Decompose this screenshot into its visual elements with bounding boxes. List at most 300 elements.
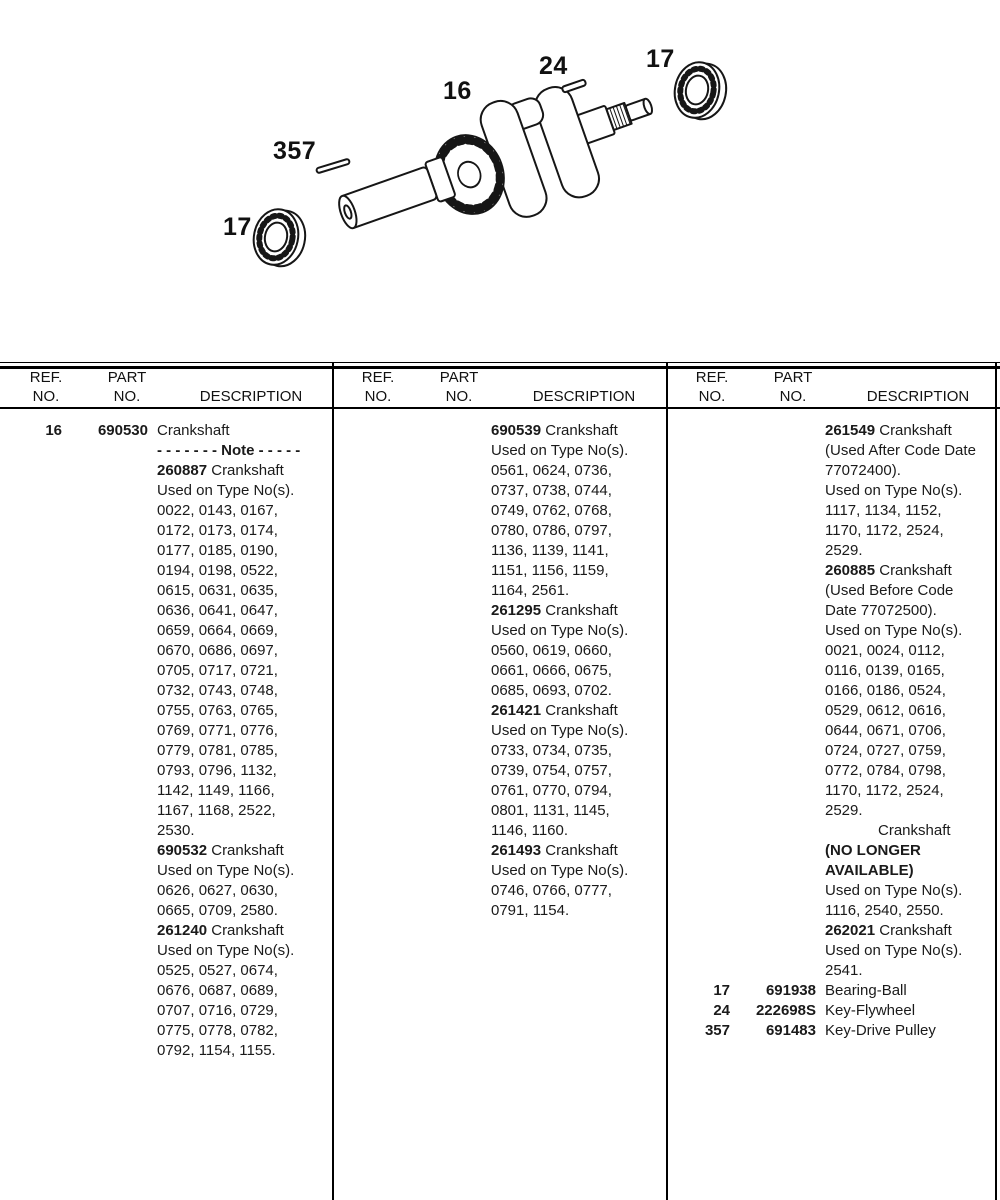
- description-cell: [482, 861, 667, 881]
- parts-column-2: [340, 421, 667, 921]
- header-col-3: [666, 368, 1000, 406]
- table-row: [340, 681, 667, 701]
- header-col-1: [0, 368, 332, 406]
- description-text: 1116, 2540, 2550.: [825, 902, 944, 919]
- description-cell: [148, 881, 333, 901]
- description-cell: [482, 841, 667, 861]
- table-row: [6, 961, 333, 981]
- parts-column-3: [674, 421, 1000, 1041]
- part-no-cell: [396, 501, 482, 521]
- part-no-cell: [396, 841, 482, 861]
- description-cell: [816, 601, 1000, 621]
- description-cell: [482, 801, 667, 821]
- description-text: 0626, 0627, 0630,: [157, 882, 278, 899]
- flywheel-key-drawing: [562, 79, 587, 92]
- ref-no-header: REF.: [695, 369, 729, 386]
- part-no-cell: [730, 761, 816, 781]
- description-text: 0116, 0139, 0165,: [825, 662, 945, 679]
- part-no-cell: [396, 601, 482, 621]
- description-text: 1117, 1134, 1152,: [825, 502, 942, 519]
- description-text: 0022, 0143, 0167,: [157, 502, 278, 519]
- ref-no-cell: [6, 641, 62, 661]
- ref-no-cell: [340, 421, 396, 441]
- description-text: 0755, 0763, 0765,: [157, 702, 278, 719]
- description-cell: [148, 841, 333, 861]
- part-no-cell: [62, 641, 148, 661]
- description-part-number: 262021: [825, 922, 876, 939]
- description-text: (Used After Code Date: [825, 442, 976, 459]
- table-row: [340, 821, 667, 841]
- description-text: 2529.: [825, 802, 863, 819]
- part-no-cell: [396, 901, 482, 921]
- description-text: 1167, 1168, 2522,: [157, 802, 276, 819]
- ref-no-header-line2: NO.: [698, 388, 726, 405]
- part-no-cell: [730, 641, 816, 661]
- table-row: [6, 481, 333, 501]
- ref-no-cell: [340, 781, 396, 801]
- ref-no-cell: [6, 741, 62, 761]
- ref-no-cell: [674, 821, 730, 841]
- part-no-cell: [730, 961, 816, 981]
- description-cell: [148, 761, 333, 781]
- ref-no-cell: [674, 521, 730, 541]
- description-cell: [816, 501, 1000, 521]
- ref-no-cell: [6, 481, 62, 501]
- table-row: [674, 541, 1000, 561]
- description-cell: [148, 581, 333, 601]
- description-text: 0779, 0781, 0785,: [157, 742, 278, 759]
- part-no-cell: [396, 881, 482, 901]
- ref-no-cell: [6, 541, 62, 561]
- table-row: [6, 861, 333, 881]
- description-cell: [816, 861, 1000, 881]
- description-text: 0793, 0796, 1132,: [157, 762, 277, 779]
- description-text: 0737, 0738, 0744,: [491, 482, 612, 499]
- description-text: 0791, 1154.: [491, 902, 570, 919]
- description-header: DESCRIPTION: [199, 388, 303, 405]
- table-header: [0, 368, 1000, 406]
- table-row: [340, 481, 667, 501]
- table-row: [340, 861, 667, 881]
- table-row: [6, 501, 333, 521]
- part-no-cell: [62, 781, 148, 801]
- description-cell: [148, 981, 333, 1001]
- table-row: [674, 821, 1000, 841]
- part-no-cell: [730, 721, 816, 741]
- description-text: Crankshaft: [207, 842, 284, 859]
- description-cell: [816, 901, 1000, 921]
- ref-no-cell: [674, 541, 730, 561]
- ref-no-cell: [6, 621, 62, 641]
- part-no-cell: [62, 921, 148, 941]
- callout-17-bottom: 17: [223, 213, 252, 241]
- description-text: Key-Flywheel: [825, 1002, 916, 1019]
- description-part-number: 690532: [157, 842, 208, 859]
- part-no-cell: [396, 741, 482, 761]
- description-text: Crankshaft: [541, 422, 618, 439]
- description-cell: [482, 781, 667, 801]
- description-text: 0769, 0771, 0776,: [157, 722, 278, 739]
- description-text: Used on Type No(s).: [491, 442, 629, 459]
- description-part-number: (NO LONGER: [825, 842, 921, 859]
- description-cell: [482, 481, 667, 501]
- table-row: [6, 841, 333, 861]
- part-no-cell: [730, 461, 816, 481]
- part-no-cell: [730, 581, 816, 601]
- description-text: 0792, 1154, 1155.: [157, 1042, 276, 1059]
- ref-no-cell: [340, 841, 396, 861]
- part-no-cell: [62, 661, 148, 681]
- table-row: [6, 821, 333, 841]
- ref-no-header: REF.: [29, 369, 63, 386]
- description-cell: [482, 741, 667, 761]
- table-row: [674, 901, 1000, 921]
- description-text: 0166, 0186, 0524,: [825, 682, 946, 699]
- description-cell: [148, 1021, 333, 1041]
- description-text: Bearing-Ball: [825, 982, 907, 999]
- table-row: [6, 1041, 333, 1061]
- ref-no-cell: [674, 701, 730, 721]
- table-row: [340, 701, 667, 721]
- description-text: Used on Type No(s).: [491, 722, 629, 739]
- part-no-cell: [62, 461, 148, 481]
- table-row: [6, 581, 333, 601]
- description-cell: [482, 821, 667, 841]
- table-row: [340, 621, 667, 641]
- description-cell: [816, 821, 1000, 841]
- table-row: [674, 881, 1000, 901]
- description-cell: [148, 901, 333, 921]
- ref-no-cell: [674, 941, 730, 961]
- header-bottom-rule: [0, 407, 1000, 409]
- part-no-header-line2: NO.: [445, 388, 473, 405]
- part-no-header-line2: NO.: [113, 388, 141, 405]
- description-text: Crankshaft: [541, 602, 618, 619]
- table-row: [6, 981, 333, 1001]
- description-cell: [482, 881, 667, 901]
- ref-no-cell: [674, 681, 730, 701]
- ref-no-cell: [6, 821, 62, 841]
- ref-no-cell: [674, 461, 730, 481]
- description-text: Used on Type No(s).: [825, 482, 963, 499]
- table-row: [674, 761, 1000, 781]
- description-cell: [148, 961, 333, 981]
- description-cell: [482, 541, 667, 561]
- description-text: 0670, 0686, 0697,: [157, 642, 278, 659]
- table-row: [340, 461, 667, 481]
- part-no-header: PART: [107, 369, 147, 386]
- description-text: 1146, 1160.: [491, 822, 569, 839]
- ref-no-cell: [340, 641, 396, 661]
- part-no-cell: [730, 901, 816, 921]
- description-cell: [482, 521, 667, 541]
- drive-pulley-key-drawing: [316, 159, 350, 174]
- table-row: [6, 621, 333, 641]
- table-row: [6, 1021, 333, 1041]
- description-cell: [148, 601, 333, 621]
- part-no-cell: [396, 421, 482, 441]
- part-no-cell: [62, 1021, 148, 1041]
- description-cell: [148, 421, 333, 441]
- description-text: Crankshaft: [207, 462, 284, 479]
- part-no-cell: [62, 741, 148, 761]
- description-text: Crankshaft: [875, 562, 952, 579]
- part-no-cell: [62, 561, 148, 581]
- table-row: [6, 921, 333, 941]
- ref-no-cell: [6, 941, 62, 961]
- ref-no-cell: [6, 581, 62, 601]
- description-text: 77072400).: [825, 462, 901, 479]
- part-no-cell: [62, 441, 148, 461]
- description-cell: [148, 641, 333, 661]
- part-no-cell: [396, 701, 482, 721]
- ref-no-cell: [6, 701, 62, 721]
- ref-no-cell: [674, 961, 730, 981]
- description-text: 1136, 1139, 1141,: [491, 542, 609, 559]
- table-row: [6, 801, 333, 821]
- description-cell: [816, 681, 1000, 701]
- table-row: [340, 901, 667, 921]
- table-row: [674, 621, 1000, 641]
- description-text: Crankshaft: [875, 422, 952, 439]
- description-cell: [148, 1001, 333, 1021]
- part-no-cell: [62, 581, 148, 601]
- ref-no-cell: [6, 601, 62, 621]
- description-text: 1164, 2561.: [491, 582, 570, 599]
- part-no-cell: [730, 841, 816, 861]
- description-cell: [816, 421, 1000, 441]
- description-cell: [482, 581, 667, 601]
- part-no-cell: [730, 501, 816, 521]
- description-cell: [148, 921, 333, 941]
- table-row: [6, 461, 333, 481]
- description-cell: [482, 441, 667, 461]
- description-cell: [148, 1041, 333, 1061]
- description-text: Crankshaft: [541, 842, 618, 859]
- ref-no-cell: [6, 901, 62, 921]
- table-row: [6, 661, 333, 681]
- ref-no-cell: [674, 781, 730, 801]
- description-text: Crankshaft: [207, 922, 284, 939]
- table-row: [6, 741, 333, 761]
- part-no-cell: [62, 1041, 148, 1061]
- table-row: [674, 801, 1000, 821]
- part-no-cell: [730, 621, 816, 641]
- description-text: 2541.: [825, 962, 863, 979]
- ref-no-cell: [674, 621, 730, 641]
- ref-no-cell: [674, 661, 730, 681]
- description-cell: [148, 481, 333, 501]
- table-row: [674, 741, 1000, 761]
- description-text: (Used Before Code: [825, 582, 954, 599]
- ref-no-header-line2: NO.: [32, 388, 60, 405]
- ref-no-cell: [340, 601, 396, 621]
- description-cell: [148, 501, 333, 521]
- ref-no-cell: [674, 641, 730, 661]
- table-row: [6, 561, 333, 581]
- part-no-cell: [730, 601, 816, 621]
- description-text: 0780, 0786, 0797,: [491, 522, 612, 539]
- description-cell: [482, 461, 667, 481]
- description-cell: [148, 521, 333, 541]
- description-text: 0707, 0716, 0729,: [157, 1002, 278, 1019]
- description-text: 0665, 0709, 2580.: [157, 902, 278, 919]
- part-no-cell: [62, 861, 148, 881]
- description-cell: [816, 621, 1000, 641]
- ref-no-cell: [6, 721, 62, 741]
- table-row: [340, 561, 667, 581]
- description-cell: [816, 721, 1000, 741]
- description-cell: [148, 621, 333, 641]
- description-cell: [482, 621, 667, 641]
- ref-no-cell: [6, 881, 62, 901]
- description-cell: [148, 941, 333, 961]
- description-header: DESCRIPTION: [532, 388, 636, 405]
- ref-no-cell: [6, 981, 62, 1001]
- ref-no-cell: [6, 761, 62, 781]
- part-no-cell: [62, 881, 148, 901]
- description-part-number: 261295: [491, 602, 542, 619]
- description-text: 0021, 0024, 0112,: [825, 642, 945, 659]
- ref-no-cell: [6, 841, 62, 861]
- ref-no-cell: [340, 481, 396, 501]
- table-row: [6, 761, 333, 781]
- ref-no-cell: [674, 761, 730, 781]
- table-row: [674, 481, 1000, 501]
- description-text: Crankshaft: [541, 702, 618, 719]
- ref-no-cell: [674, 601, 730, 621]
- table-row: [674, 521, 1000, 541]
- part-no-cell: [396, 521, 482, 541]
- description-text: 0772, 0784, 0798,: [825, 762, 946, 779]
- description-cell: [482, 501, 667, 521]
- table-row: [6, 521, 333, 541]
- ref-no-cell: [6, 1021, 62, 1041]
- table-row: [674, 921, 1000, 941]
- table-top-thin-rule: [0, 362, 1000, 363]
- description-text: 0194, 0198, 0522,: [157, 562, 278, 579]
- table-row: [340, 881, 667, 901]
- part-no-cell: [62, 961, 148, 981]
- description-text: 0661, 0666, 0675,: [491, 662, 612, 679]
- ref-no-cell: [340, 821, 396, 841]
- part-no-cell: 690530: [97, 422, 148, 439]
- description-cell: [816, 981, 1000, 1001]
- description-cell: [148, 741, 333, 761]
- ref-no-cell: [674, 881, 730, 901]
- description-cell: [148, 681, 333, 701]
- part-no-cell: [62, 521, 148, 541]
- part-no-cell: [730, 701, 816, 721]
- description-text: Used on Type No(s).: [825, 882, 963, 899]
- description-part-number: 260887: [157, 462, 208, 479]
- description-cell: [482, 661, 667, 681]
- table-row: [674, 681, 1000, 701]
- description-cell: [816, 581, 1000, 601]
- table-row: [6, 941, 333, 961]
- description-text: 0560, 0619, 0660,: [491, 642, 612, 659]
- table-row: [340, 581, 667, 601]
- description-text: Used on Type No(s).: [491, 622, 629, 639]
- description-part-number: 690539: [491, 422, 542, 439]
- part-no-cell: [62, 541, 148, 561]
- description-text: 1142, 1149, 1166,: [157, 782, 275, 799]
- description-cell: [482, 901, 667, 921]
- part-no-cell: [62, 801, 148, 821]
- part-no-cell: [730, 441, 816, 461]
- ref-no-cell: [340, 881, 396, 901]
- ref-no-cell: [6, 441, 62, 461]
- part-no-cell: [730, 921, 816, 941]
- ref-no-header-line2: NO.: [364, 388, 392, 405]
- table-row: [340, 541, 667, 561]
- description-cell: [148, 821, 333, 841]
- table-row: [674, 421, 1000, 441]
- table-row: [340, 841, 667, 861]
- description-cell: [816, 661, 1000, 681]
- table-row: [6, 781, 333, 801]
- part-no-cell: [730, 681, 816, 701]
- description-cell: [482, 701, 667, 721]
- description-part-number: 260885: [825, 562, 876, 579]
- crankshaft-exploded-diagram: [0, 0, 1000, 360]
- description-cell: [816, 941, 1000, 961]
- description-text: 0177, 0185, 0190,: [157, 542, 278, 559]
- table-row: [340, 521, 667, 541]
- ref-no-cell: 17: [713, 982, 730, 999]
- ball-bearing-bottom-drawing: [249, 205, 311, 270]
- ref-no-cell: [6, 861, 62, 881]
- part-no-cell: [396, 561, 482, 581]
- table-row: [674, 861, 1000, 881]
- description-text: Used on Type No(s).: [157, 862, 295, 879]
- description-cell: [148, 861, 333, 881]
- part-no-cell: 691938: [765, 982, 816, 999]
- description-part-number: - - - - - - - Note - - - - -: [157, 442, 301, 459]
- description-text: 0739, 0754, 0757,: [491, 762, 612, 779]
- table-row: [674, 701, 1000, 721]
- description-cell: [482, 421, 667, 441]
- table-row: [674, 441, 1000, 461]
- description-text: Key-Drive Pulley: [825, 1022, 936, 1039]
- table-row: [674, 841, 1000, 861]
- ref-no-cell: 357: [704, 1022, 730, 1039]
- table-row: [6, 681, 333, 701]
- description-cell: [816, 761, 1000, 781]
- part-no-cell: [396, 481, 482, 501]
- description-text: 2529.: [825, 542, 863, 559]
- description-text: 0636, 0641, 0647,: [157, 602, 278, 619]
- part-no-cell: [730, 481, 816, 501]
- part-no-cell: 222698S: [755, 1002, 816, 1019]
- description-text: Used on Type No(s).: [157, 942, 295, 959]
- table-row: [340, 661, 667, 681]
- ref-no-cell: [6, 461, 62, 481]
- callout-16: 16: [443, 77, 472, 105]
- description-text: 0733, 0734, 0735,: [491, 742, 612, 759]
- part-no-cell: [730, 861, 816, 881]
- table-row: [6, 421, 333, 441]
- description-part-number: 261549: [825, 422, 876, 439]
- description-cell: [482, 641, 667, 661]
- ref-no-cell: [6, 781, 62, 801]
- ref-no-cell: [674, 861, 730, 881]
- part-no-cell: [396, 821, 482, 841]
- ref-no-cell: [6, 1041, 62, 1061]
- table-row: [674, 1021, 1000, 1041]
- part-no-cell: [396, 781, 482, 801]
- description-text: 0615, 0631, 0635,: [157, 582, 278, 599]
